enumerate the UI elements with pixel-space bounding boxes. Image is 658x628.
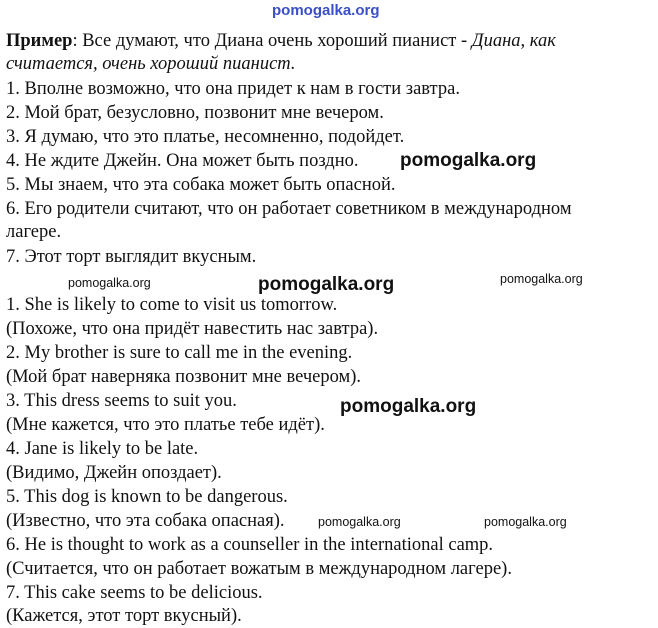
example-line-2: считается, очень хороший пианист. bbox=[6, 54, 296, 74]
answer-line: (Мне кажется, что это платье тебе идёт). bbox=[6, 415, 325, 435]
russian-sentence: 6. Его родители считают, что он работает советником в международном bbox=[6, 199, 572, 219]
russian-sentence: 7. Этот торт выглядит вкусным. bbox=[6, 247, 257, 267]
answer-line: 5. This dog is known to be dangerous. bbox=[6, 487, 288, 507]
watermark-top: pomogalka.org bbox=[272, 2, 380, 19]
russian-sentence: 2. Мой брат, безусловно, позвонит мне вечером. bbox=[6, 103, 384, 123]
answer-line: 6. He is thought to work as a counseller in the international camp. bbox=[6, 535, 494, 555]
russian-sentence: 1. Вполне возможно, что она придет к нам в гости завтра. bbox=[6, 79, 460, 99]
example-text: : Все думают, что Диана очень хороший пианист - bbox=[72, 31, 472, 51]
watermark-small: pomogalka.org bbox=[484, 515, 567, 529]
answer-line: 1. She is likely to come to visit us tomorrow. bbox=[6, 295, 338, 315]
watermark-big: pomogalka.org bbox=[400, 150, 537, 171]
example-italic-1: Диана, как bbox=[471, 31, 556, 51]
russian-sentence: 5. Мы знаем, что эта собака может быть опасной. bbox=[6, 175, 396, 195]
watermark-small: pomogalka.org bbox=[68, 276, 151, 290]
answer-line: 7. This cake seems to be delicious. bbox=[6, 583, 263, 603]
answer-line: 4. Jane is likely to be late. bbox=[6, 439, 199, 459]
watermark-small: pomogalka.org bbox=[500, 272, 583, 286]
answer-line: (Похоже, что она придёт навестить нас завтра). bbox=[6, 319, 379, 339]
answer-line: (Мой брат наверняка позвонит мне вечером). bbox=[6, 367, 361, 387]
watermark-big: pomogalka.org bbox=[340, 396, 477, 417]
answer-line: (Известно, что эта собака опасная). bbox=[6, 511, 285, 531]
answer-line: 2. My brother is sure to call me in the evening. bbox=[6, 343, 353, 363]
answer-line: (Кажется, этот торт вкусный). bbox=[6, 606, 242, 626]
russian-sentence: лагере. bbox=[6, 222, 62, 242]
example-label: Пример bbox=[6, 31, 73, 51]
russian-sentence: 3. Я думаю, что это платье, несомненно, подойдет. bbox=[6, 127, 405, 147]
watermark-big: pomogalka.org bbox=[258, 274, 395, 295]
russian-sentence: 4. Не ждите Джейн. Она может быть поздно. bbox=[6, 151, 359, 171]
answer-line: (Видимо, Джейн опоздает). bbox=[6, 463, 222, 483]
answer-line: (Считается, что он работает вожатым в международном лагере). bbox=[6, 559, 512, 579]
answer-line: 3. This dress seems to suit you. bbox=[6, 391, 237, 411]
watermark-small: pomogalka.org bbox=[318, 515, 401, 529]
example-line-1 bbox=[6, 30, 556, 52]
